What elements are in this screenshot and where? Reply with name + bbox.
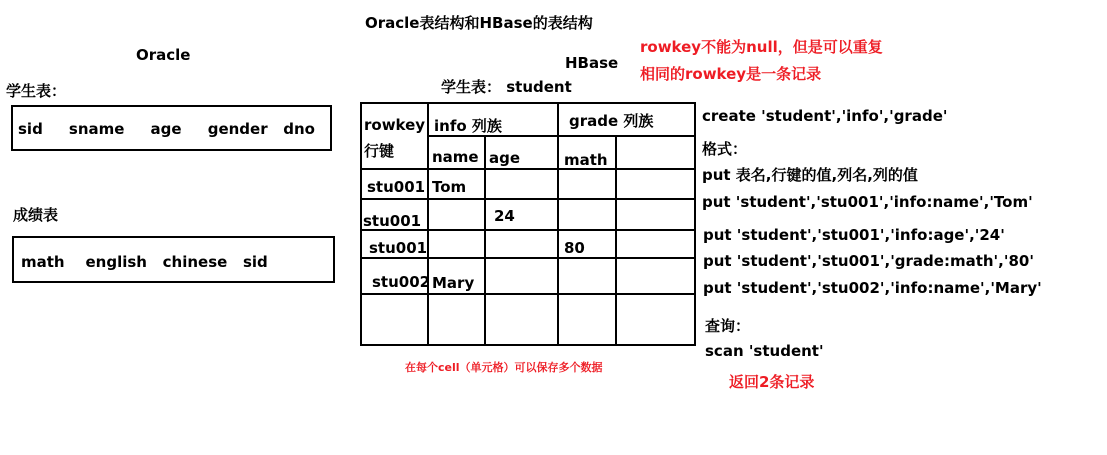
oracle-score-columns: math english chinese sid — [21, 253, 268, 271]
grid-line — [427, 135, 696, 137]
rowkey-header-cn: 行键 — [364, 142, 395, 160]
put-command: put 'student','stu002','info:name','Mary' — [703, 279, 1042, 297]
grade-family-header: grade 列族 — [569, 112, 654, 130]
grid-line — [360, 257, 696, 259]
rowkey-note-2: 相同的rowkey是一条记录 — [640, 65, 822, 83]
age-column-header: age — [489, 149, 521, 167]
oracle-student-label: 学生表： — [6, 82, 67, 100]
grid-line — [427, 102, 429, 346]
hbase-table-label: 学生表： student — [441, 78, 572, 96]
name-column-header: name — [432, 148, 479, 166]
row-key: stu001 — [363, 212, 422, 230]
diagram-title: Oracle表结构和HBase的表结构 — [365, 14, 593, 32]
rowkey-header: rowkey — [364, 116, 426, 134]
oracle-student-columns: sid sname age gender dno — [18, 120, 315, 138]
scan-result: 返回2条记录 — [729, 373, 815, 391]
put-command: put 'student','stu001','info:age','24' — [703, 226, 1005, 244]
info-family-header: info 列族 — [434, 117, 502, 135]
row-age: 24 — [494, 207, 515, 225]
grid-line — [615, 135, 617, 346]
grid-line — [360, 168, 696, 170]
oracle-student-table — [11, 105, 332, 151]
cell-note: 在每个cell（单元格）可以保存多个数据 — [405, 361, 603, 374]
grid-line — [557, 102, 559, 346]
oracle-score-label: 成绩表 — [13, 206, 59, 224]
create-command: create 'student','info','grade' — [702, 107, 948, 125]
grid-line — [360, 198, 696, 200]
row-name: Mary — [432, 274, 475, 292]
row-key: stu001 — [369, 239, 428, 257]
put-command: put 'student','stu001','info:name','Tom' — [702, 193, 1033, 211]
scan-command: scan 'student' — [705, 342, 824, 360]
row-key: stu001 — [367, 178, 426, 196]
math-column-header: math — [564, 151, 608, 169]
row-name: Tom — [432, 178, 467, 196]
hbase-heading: HBase — [565, 54, 619, 72]
query-label: 查询： — [705, 317, 751, 335]
oracle-heading: Oracle — [136, 46, 191, 64]
grid-line — [484, 135, 486, 346]
grid-line — [360, 293, 696, 295]
oracle-score-table — [12, 236, 335, 283]
rowkey-note-1: rowkey不能为null，但是可以重复 — [640, 38, 883, 56]
row-math: 80 — [564, 239, 585, 257]
row-key: stu002 — [372, 273, 431, 291]
format-label: 格式： — [702, 140, 748, 158]
put-command: put 'student','stu001','grade:math','80' — [703, 252, 1034, 270]
format-syntax: put 表名,行键的值,列名,列的值 — [702, 166, 918, 184]
